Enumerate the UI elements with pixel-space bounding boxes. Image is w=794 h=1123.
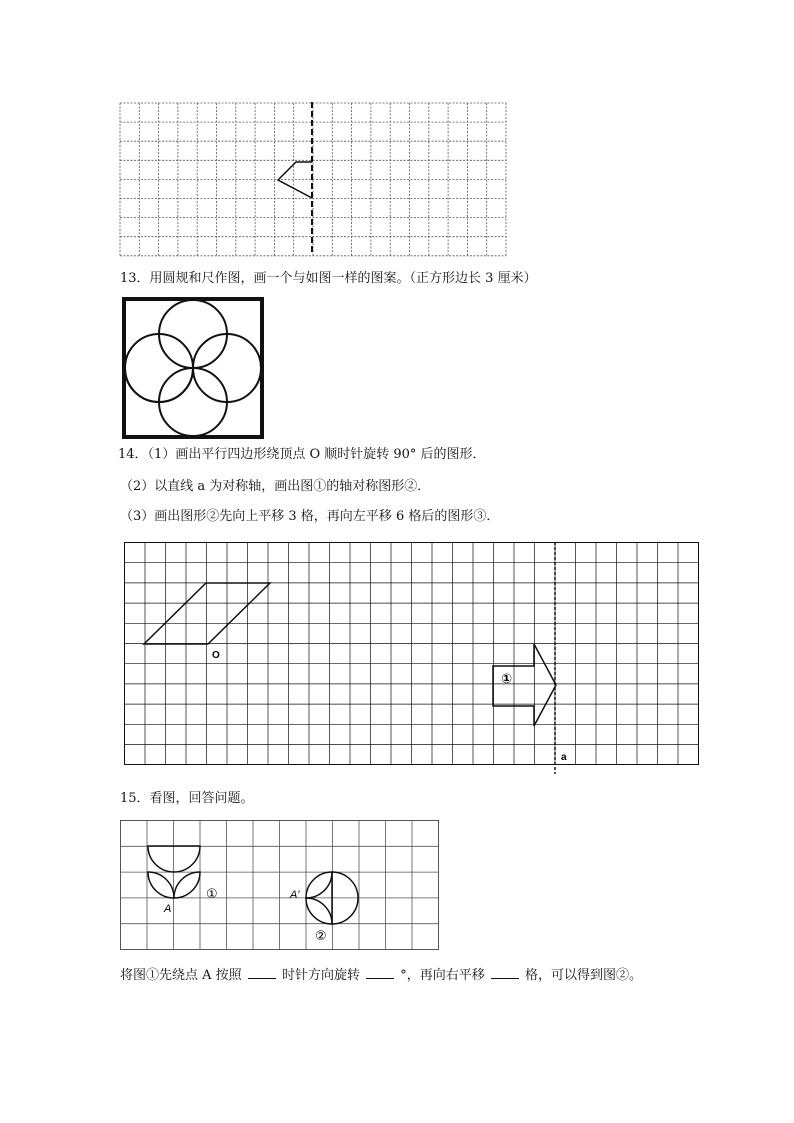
rotation-translation-grid	[120, 820, 442, 954]
blank-angle[interactable]	[366, 966, 394, 979]
figure-2-point-a-prime: A′	[290, 889, 300, 901]
rotation-grid	[124, 542, 704, 778]
answer-part-4: 格，可以得到图②。	[525, 968, 643, 983]
figure-1-label: ①	[501, 671, 513, 686]
answer-part-1: 将图①先绕点 A 按照	[120, 968, 242, 983]
question-14-line2: （2）以直线 a 为对称轴，画出图①的轴对称图形②．	[120, 479, 431, 494]
figure-1-leaf-right	[174, 872, 200, 898]
vertex-o-label: O	[212, 650, 220, 661]
question-15-title: 15．看图，回答问题。	[120, 791, 254, 806]
symmetry-grid	[118, 102, 508, 258]
blank-direction[interactable]	[248, 966, 276, 979]
question-15-answer	[120, 966, 642, 985]
figure-2-label: ②	[315, 928, 327, 943]
question-13-text: 13．用圆规和尺作图，画一个与如图一样的图案。（正方形边长 3 厘米）	[120, 271, 537, 286]
half-shape	[278, 162, 312, 198]
figure-2-leaf-top	[306, 872, 332, 898]
blank-steps[interactable]	[491, 966, 519, 979]
axis-a-label: a	[561, 752, 567, 763]
answer-part-3: °，再向右平移	[400, 968, 485, 983]
question-14-line1: 14．（1）画出平行四边形绕顶点 O 顺时针旋转 90° 后的图形．	[118, 447, 486, 462]
figure-1-leaf-left	[148, 872, 174, 898]
flower-square-figure	[122, 297, 264, 439]
figure-2-leaf-bottom	[306, 898, 332, 924]
figure-1-cup	[148, 846, 200, 872]
question-14-line3: （3）画出图形②先向上平移 3 格，再向左平移 6 格后的图形③．	[120, 509, 500, 524]
figure-1-label: ①	[206, 886, 218, 901]
parallelogram	[144, 583, 270, 644]
figure-1-point-a: A	[164, 903, 172, 915]
answer-part-2: 时针方向旋转	[281, 968, 360, 983]
